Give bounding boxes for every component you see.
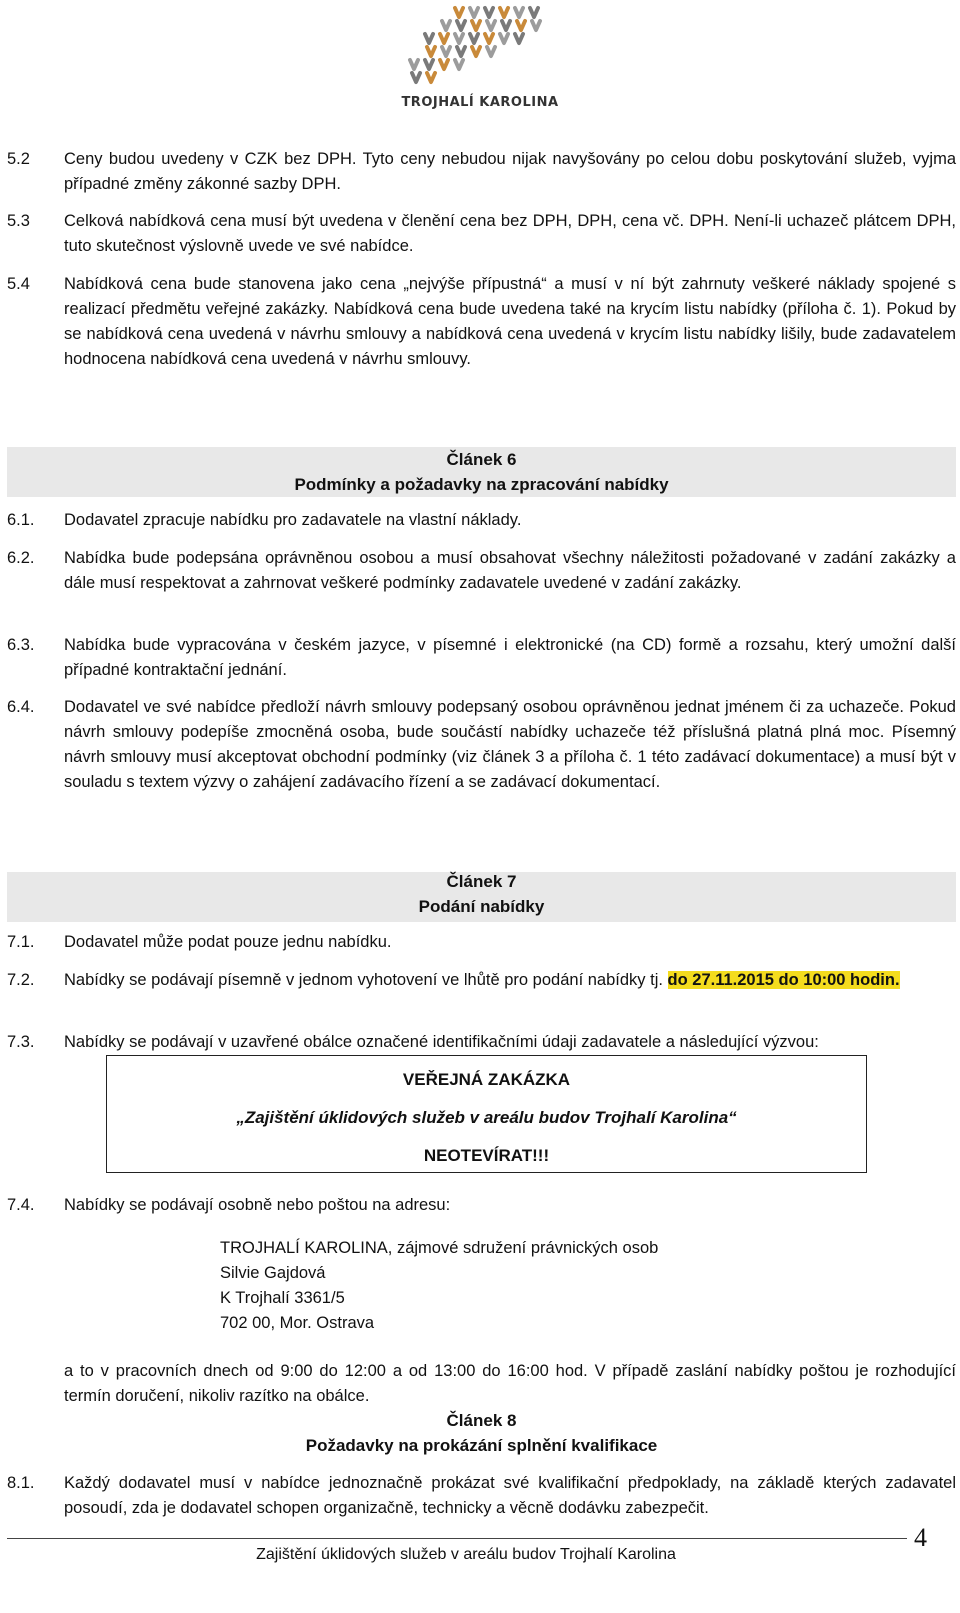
envelope-line-1: VEŘEJNÁ ZAKÁZKA	[402, 1070, 571, 1089]
deadline-end: .	[894, 971, 900, 989]
logo-chevron-mark	[425, 34, 433, 43]
item-text: Dodavatel zpracuje nabídku pro zadavatele na vlastní náklady.	[64, 511, 522, 529]
section-item	[7, 1193, 956, 1218]
logo-chevron-mark	[440, 34, 448, 43]
section-item	[7, 695, 956, 795]
page-number: 4	[914, 1523, 927, 1552]
logo	[380, 0, 580, 118]
item-number: 7.3.	[7, 1033, 35, 1051]
item-number: 7.1.	[7, 933, 35, 951]
logo-chevron-mark	[410, 60, 418, 69]
section-item	[7, 147, 956, 197]
logo-chevron-mark	[517, 21, 525, 30]
article-8-subtitle: Požadavky na prokázání splnění kvalifikace	[305, 1436, 658, 1455]
item-number: 6.3.	[7, 636, 35, 654]
logo-chevron-mark	[470, 8, 478, 17]
logo-chevron-mark	[515, 34, 523, 43]
item-text: Dodavatel může podat pouze jednu nabídku.	[64, 933, 392, 951]
logo-chevron-mark	[457, 47, 465, 56]
section-item	[7, 633, 956, 683]
item-number: 8.1.	[7, 1474, 35, 1492]
logo-chevron-mark	[455, 60, 463, 69]
article-8-title: Článek 8	[446, 1411, 517, 1430]
envelope-line-3: NEOTEVÍRAT!!!	[423, 1146, 550, 1165]
envelope-line-2: „Zajištění úklidových služeb v areálu budov Trojhalí Karolina“	[236, 1108, 737, 1127]
logo-chevron-mark	[455, 34, 463, 43]
logo-chevron-mark	[425, 60, 433, 69]
item-number: 5.3	[7, 212, 30, 230]
item-text	[64, 968, 956, 993]
item-number: 6.2.	[7, 549, 35, 567]
item-number: 7.4.	[7, 1196, 35, 1214]
logo-chevron-mark	[487, 47, 495, 56]
item-number: 6.1.	[7, 511, 35, 529]
address-line: Silvie Gajdová	[220, 1264, 326, 1282]
section-item	[7, 546, 956, 596]
article-7-title: Článek 7	[446, 872, 517, 891]
item-text: Celková nabídková cena musí být uvedena v členění cena bez DPH, DPH, cena vč. DPH. Není-li uchazeč plátcem DPH, tuto skutečnost výslovně uvede ve své nabídce.	[64, 212, 956, 255]
article-6-subtitle: Podmínky a požadavky na zpracování nabídky	[294, 475, 669, 494]
logo-chevron-mark	[500, 34, 508, 43]
office-hours-note	[7, 1359, 956, 1409]
item-number: 5.2	[7, 150, 30, 168]
logo-chevron-mark	[455, 8, 463, 17]
logo-chevron-mark	[427, 47, 435, 56]
logo-chevron-mark	[532, 21, 540, 30]
address-block	[220, 1236, 658, 1336]
logo-chevron-mark	[472, 21, 480, 30]
footer-rule	[7, 1538, 907, 1539]
logo-chevron-mark	[442, 21, 450, 30]
article-6-title: Článek 6	[446, 450, 517, 469]
logo-chevron-mark	[442, 47, 450, 56]
logo-chevron-mark	[500, 8, 508, 17]
logo-chevron-mark	[470, 34, 478, 43]
item-text: Každý dodavatel musí v nabídce jednoznačně prokázat své kvalifikační předpoklady, na základě kterých zadavatel posoudí, zda je dodavatel schopen organizačně, technicky a věcně dodávku zabezpečit.	[64, 1474, 956, 1517]
item-text: Dodavatel ve své nabídce předloží návrh smlouvy podepsaný osobou oprávněnou jednat jménem či za uchazeče. Pokud návrh smlouvy podepíše zmocněná osoba, bude součástí nabídky uchazeče též příslušná platná plná moc. Písemný návrh smlouvy musí akceptovat obchodní podmínky (viz článek 3 a příloha č. 1 této zadávací dokumentace) a musí být v souladu s textem výzvy o zahájení zadávacího řízení a se zadávací dokumentací.	[64, 698, 956, 791]
article-7-subtitle: Podání nabídky	[418, 897, 545, 916]
logo-chevron-mark	[487, 21, 495, 30]
item-text: a to v pracovních dnech od 9:00 do 12:00 a od 13:00 do 16:00 hod. V případě zaslání nabídky poštou je rozhodující termín doručení, nikoliv razítko na obálce.	[64, 1362, 956, 1405]
logo-chevron-mark	[515, 8, 523, 17]
logo-chevron-mark	[427, 73, 435, 82]
section-item	[7, 272, 956, 372]
envelope-label-box	[106, 1055, 867, 1173]
section-item	[7, 1471, 956, 1521]
logo-chevron-mark	[440, 60, 448, 69]
deadline-highlight: do 27.11.2015 do 10:00 hodin	[667, 971, 895, 989]
footer-title: Zajištění úklidových služeb v areálu budov Trojhalí Karolina	[256, 1546, 676, 1563]
section-item	[7, 968, 956, 993]
logo-chevrons-icon	[400, 4, 560, 94]
item-text: Nabídková cena bude stanovena jako cena „nejvýše přípustná“ a musí v ní být zahrnuty veškeré náklady spojené s realizací předmětu veřejné zakázky. Nabídková cena bude uvedena také na krycím listu nabídky (příloha č. 1). Pokud by se nabídková cena uvedená v návrhu smlouvy a nabídková cena uvedená v krycím listu nabídky lišily, bude zadavatelem hodnocena nabídková cena uvedená v návrhu smlouvy.	[64, 275, 956, 368]
section-item	[7, 209, 956, 259]
logo-chevron-mark	[485, 8, 493, 17]
logo-chevron-mark	[472, 47, 480, 56]
item-text: Nabídka bude podepsána oprávněnou osobou a musí obsahovat všechny náležitosti požadované v zadání zakázky a dále musí respektovat a zahrnovat veškeré podmínky zadavatele uvedené v zadání zakázky.	[64, 549, 956, 592]
logo-chevron-mark	[485, 34, 493, 43]
item-text: Nabídky se podávají osobně nebo poštou na adresu:	[64, 1196, 451, 1214]
section-item	[7, 930, 956, 955]
logo-chevron-mark	[530, 8, 538, 17]
deadline-intro: Nabídky se podávají písemně v jednom vyhotovení ve lhůtě pro podání nabídky tj.	[64, 971, 668, 989]
logo-chevron-mark	[457, 21, 465, 30]
item-number: 6.4.	[7, 698, 35, 716]
address-line: K Trojhalí 3361/5	[220, 1289, 345, 1307]
logo-chevron-mark	[502, 21, 510, 30]
section-item	[7, 508, 956, 533]
address-line: 702 00, Mor. Ostrava	[220, 1314, 375, 1332]
item-text: Nabídky se podávají v uzavřené obálce označené identifikačními údaji zadavatele a následující výzvou:	[64, 1033, 819, 1051]
item-number: 5.4	[7, 275, 30, 293]
logo-chevron-mark	[412, 73, 420, 82]
logo-text: TROJHALÍ KAROLINA	[401, 95, 559, 110]
section-item	[7, 1030, 956, 1055]
address-line: TROJHALÍ KAROLINA, zájmové sdružení právnických osob	[220, 1239, 659, 1257]
item-text: Nabídka bude vypracována v českém jazyce, v písemné i elektronické (na CD) formě a rozsahu, který umožní další případné kontraktační jednání.	[64, 636, 956, 679]
item-text: Ceny budou uvedeny v CZK bez DPH. Tyto ceny nebudou nijak navyšovány po celou dobu poskytování služeb, vyjma případné změny zákonné sazby DPH.	[64, 150, 956, 193]
item-number: 7.2.	[7, 971, 35, 989]
